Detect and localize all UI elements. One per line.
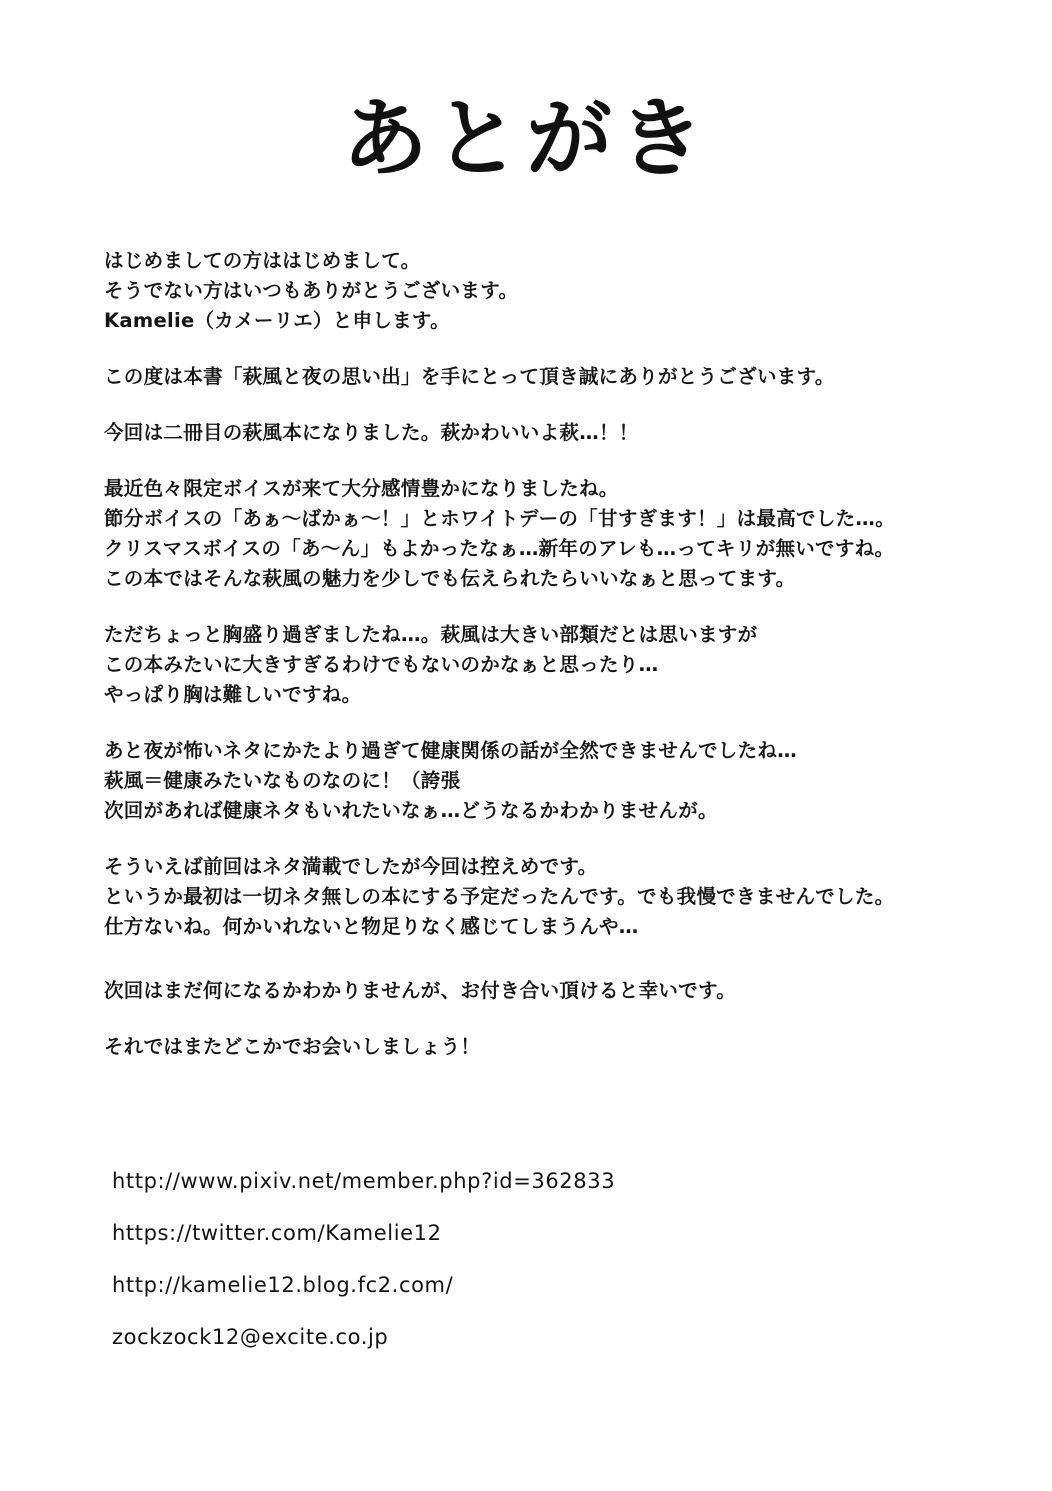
text-line: というか最初は一切ネタ無しの本にする予定だったんです。でも我慢できませんでした。 <box>104 885 895 908</box>
text-line: 節分ボイスの「あぁ～ばかぁ～！」とホワイトデーの「甘すぎます！」は最高でした…。 <box>104 507 896 530</box>
paragraph-greeting <box>104 246 984 336</box>
paragraph-jokes <box>104 852 984 942</box>
text-line: そういえば前回はネタ満載でしたが今回は控えめです。 <box>104 855 598 878</box>
text-line: この本ではそんな萩風の魅力を少しでも伝えられたらいいなぁと思ってます。 <box>104 567 796 590</box>
text-line: 次回はまだ何になるかわかりませんが、お付き合い頂けると幸いです。 <box>104 979 737 1002</box>
text-line: それではまたどこかでお会いしましょう！ <box>104 1035 481 1058</box>
paragraph-farewell <box>104 1032 984 1062</box>
page-title: あとがき <box>342 89 710 189</box>
text-line: 次回があれば健康ネタもいれたいなぁ…どうなるかわかりませんが。 <box>104 799 718 822</box>
paragraph-health <box>104 736 984 826</box>
link-email[interactable]: zockzock12@excite.co.jp <box>112 1325 389 1349</box>
text-line: 最近色々限定ボイスが来て大分感情豊かになりましたね。 <box>104 477 619 500</box>
link-twitter[interactable]: https://twitter.com/Kamelie12 <box>112 1221 442 1245</box>
text-line: ただちょっと胸盛り過ぎましたね…。萩風は大きい部類だとは思いますが <box>104 623 758 646</box>
paragraph-voices <box>104 474 984 594</box>
text-line: やっぱり胸は難しいですね。 <box>104 683 362 706</box>
text-line: Kamelie（カメーリエ）と申します。 <box>104 309 450 332</box>
paragraph-thanks <box>104 362 984 392</box>
link-blog[interactable]: http://kamelie12.blog.fc2.com/ <box>112 1273 454 1297</box>
text-line: この本みたいに大きすぎるわけでもないのかなぁと思ったり… <box>104 653 659 676</box>
text-line: 今回は二冊目の萩風本になりました。萩かわいいよ萩…！！ <box>104 421 639 444</box>
text-line: はじめましての方ははじめまして。 <box>104 249 421 272</box>
link-pixiv[interactable]: http://www.pixiv.net/member.php?id=362833 <box>112 1169 616 1193</box>
afterword-body <box>104 246 984 1088</box>
text-line: 萩風＝健康みたいなものなのに！（誇張 <box>104 769 461 792</box>
paragraph-chest <box>104 620 984 710</box>
paragraph-second-book <box>104 418 984 448</box>
text-line: この度は本書「萩風と夜の思い出」を手にとって頂き誠にありがとうございます。 <box>104 365 835 388</box>
text-line: クリスマスボイスの「あ～ん」もよかったなぁ…新年のアレも…ってキリが無いですね。 <box>104 537 895 560</box>
text-line: そうでない方はいつもありがとうございます。 <box>104 279 519 302</box>
text-line: 仕方ないね。何かいれないと物足りなく感じてしまうんや… <box>104 915 639 938</box>
text-line: あと夜が怖いネタにかたより過ぎて健康関係の話が全然できませんでしたね… <box>104 739 798 762</box>
paragraph-next-time <box>104 976 984 1006</box>
contact-links <box>112 1155 972 1363</box>
